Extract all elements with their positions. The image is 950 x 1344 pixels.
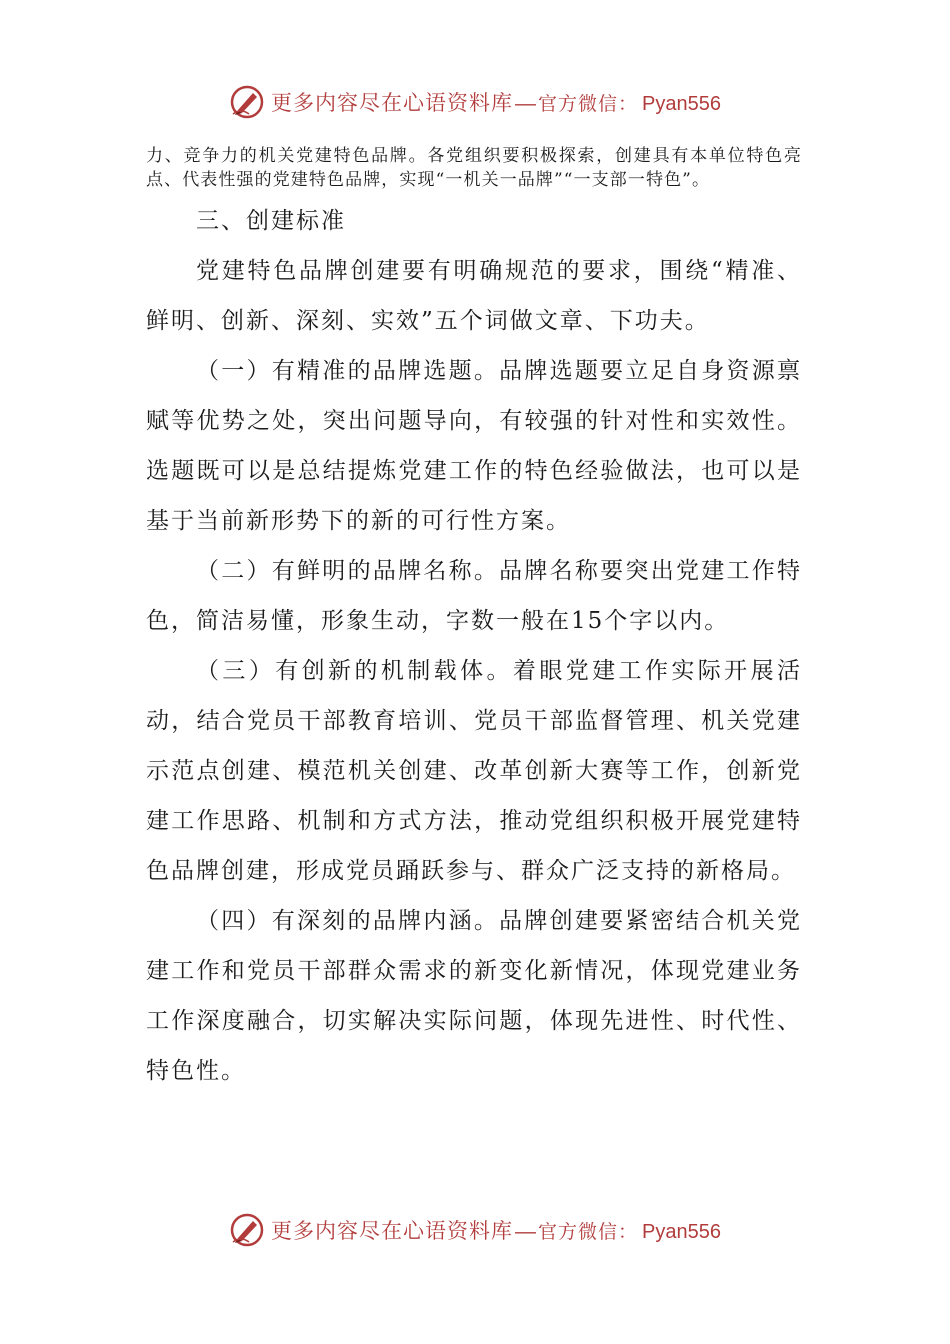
section-heading: 三、创建标准 [196, 208, 346, 234]
pen-logo-icon [229, 1212, 265, 1248]
pen-logo-icon [229, 84, 265, 120]
document-body [146, 144, 802, 1096]
banner-wechat-label: 官方微信： [538, 93, 639, 115]
header-banner [0, 82, 950, 122]
footer-banner-text [271, 1215, 721, 1245]
banner-wechat-id: Pyan556 [642, 1221, 721, 1243]
paragraph-item-3: （三）有创新的机制载体。着眼党建工作实际开展活动，结合党员干部教育培训、党员干部监督管理、机关党建示范点创建、模范机关创建、改革创新大赛等工作，创新党建工作思路、机制和方式方法，推动党组织积极开展党建特色品牌创建，形成党员踊跃参与、群众广泛支持的新格局。 [146, 658, 802, 884]
paragraph-overview: 党建特色品牌创建要有明确规范的要求，围绕“精准、鲜明、创新、深刻、实效”五个词做文章、下功夫。 [146, 258, 802, 334]
banner-wechat-label: 官方微信： [538, 1221, 639, 1243]
banner-wechat-id: Pyan556 [642, 93, 721, 115]
banner-main-text: 更多内容尽在心语资料库 [271, 91, 513, 115]
footer-banner [0, 1210, 950, 1250]
paragraph-item-2: （二）有鲜明的品牌名称。品牌名称要突出党建工作特色，简洁易懂，形象生动，字数一般在15个字以内。 [146, 558, 802, 634]
paragraph-item-1: （一）有精准的品牌选题。品牌选题要立足自身资源禀赋等优势之处，突出问题导向，有较强的针对性和实效性。选题既可以是总结提炼党建工作的特色经验做法，也可以是基于当前新形势下的新的可行性方案。 [146, 358, 802, 534]
intro-paragraph: 力、竞争力的机关党建特色品牌。各党组织要积极探索，创建具有本单位特色亮点、代表性强的党建特色品牌，实现“一机关一品牌”“一支部一特色”。 [146, 146, 802, 190]
banner-main-text: 更多内容尽在心语资料库 [271, 1219, 513, 1243]
paragraph-item-4: （四）有深刻的品牌内涵。品牌创建要紧密结合机关党建工作和党员干部群众需求的新变化新情况，体现党建业务工作深度融合，切实解决实际问题，体现先进性、时代性、特色性。 [146, 908, 802, 1084]
banner-dash: — [515, 1220, 536, 1243]
banner-dash: — [515, 92, 536, 115]
header-banner-text [271, 87, 721, 117]
